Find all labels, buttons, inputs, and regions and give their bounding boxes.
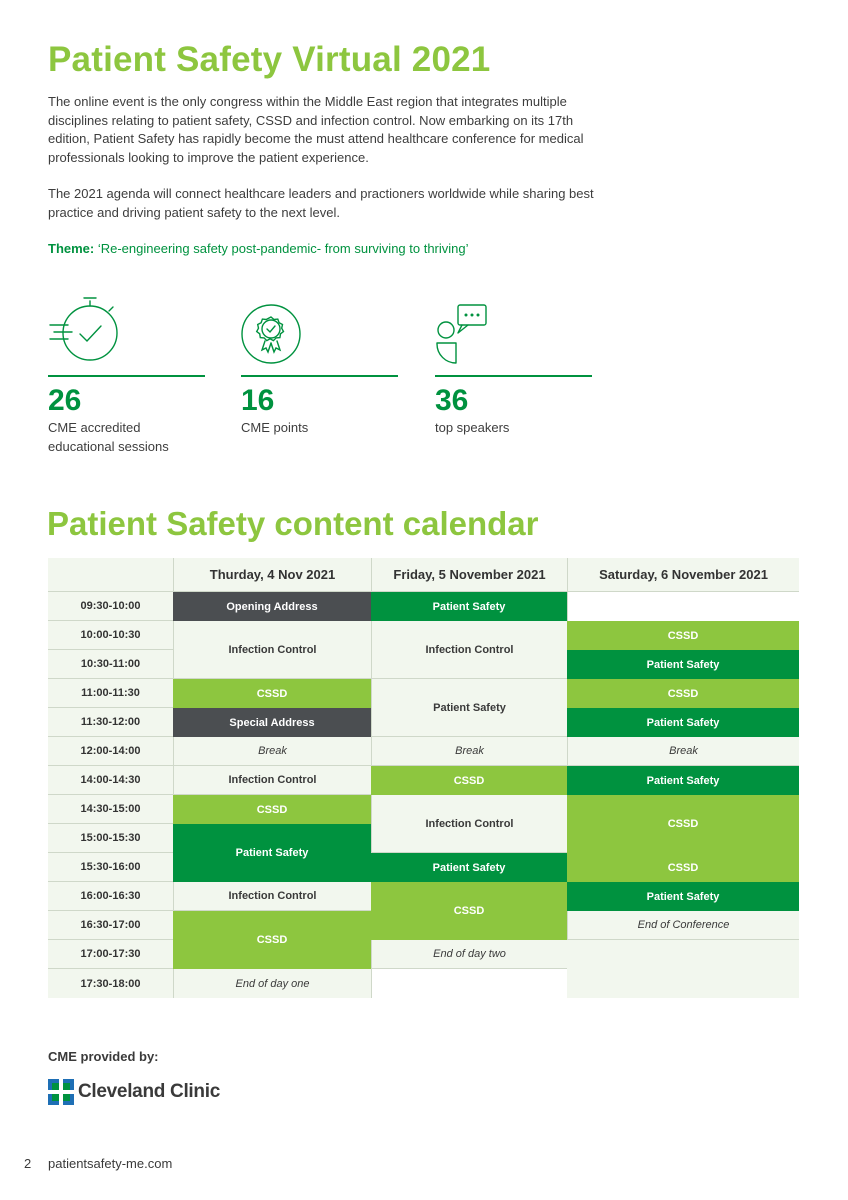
session-patient-safety: Patient Safety bbox=[567, 766, 799, 795]
time-slot: 14:30-15:00 bbox=[48, 795, 173, 824]
time-slot: 14:00-14:30 bbox=[48, 766, 173, 795]
session-break: Break bbox=[173, 737, 371, 766]
session-patient-safety: Patient Safety bbox=[567, 882, 799, 911]
stat-label: top speakers bbox=[435, 420, 510, 435]
stat-number: 16 bbox=[241, 384, 275, 417]
session-infection-control: Infection Control bbox=[173, 766, 371, 795]
session-infection-control: Infection Control bbox=[173, 621, 371, 679]
page-title: Patient Safety Virtual 2021 bbox=[48, 40, 491, 79]
page-number: 2 bbox=[24, 1156, 32, 1171]
day-header-friday: Friday, 5 November 2021 bbox=[371, 558, 567, 592]
session-end-of-conference: End of Conference bbox=[567, 911, 799, 940]
session-patient-safety: Patient Safety bbox=[567, 708, 799, 737]
session-cssd: CSSD bbox=[567, 621, 799, 650]
session-infection-control: Infection Control bbox=[173, 882, 371, 911]
session-cssd: CSSD bbox=[567, 795, 799, 853]
stopwatch-check-icon bbox=[48, 293, 120, 365]
day-header-thursday: Thurday, 4 Nov 2021 bbox=[173, 558, 371, 592]
theme-label: Theme: bbox=[48, 241, 95, 256]
theme-text: ‘Re-engineering safety post-pandemic- from surviving to thriving’ bbox=[94, 241, 469, 256]
intro-paragraph-2: The 2021 agenda will connect healthcare leaders and practioners worldwide while sharing best practice and driving patient safety to the next level. bbox=[48, 186, 594, 220]
stat-divider bbox=[241, 375, 398, 377]
session-opening-address: Opening Address bbox=[173, 592, 371, 621]
time-slot: 11:00-11:30 bbox=[48, 679, 173, 708]
footer-url[interactable]: patientsafety-me.com bbox=[48, 1156, 173, 1171]
session-break: Break bbox=[371, 737, 567, 766]
cme-provider-name: Cleveland Clinic bbox=[78, 1081, 220, 1102]
session-cssd: CSSD bbox=[567, 853, 799, 882]
session-end-of-day-one: End of day one bbox=[173, 969, 371, 998]
empty-cell bbox=[371, 969, 567, 998]
time-slot: 09:30-10:00 bbox=[48, 592, 173, 621]
intro-paragraph-1: The online event is the only congress within the Middle East region that integrates multiple disciplines relating to patient safety, CSSD and infection control. Now embarking on its 17th edition, Patient Safety has rapidly become the must attend healthcare conference for medical professionals looking to improve the patient experience. bbox=[48, 94, 584, 165]
session-cssd: CSSD bbox=[567, 679, 799, 708]
day-header-saturday: Saturday, 6 November 2021 bbox=[567, 558, 799, 592]
session-patient-safety: Patient Safety bbox=[371, 592, 567, 621]
table-corner bbox=[48, 558, 173, 592]
session-patient-safety: Patient Safety bbox=[371, 679, 567, 737]
time-slot: 10:30-11:00 bbox=[48, 650, 173, 679]
stat-divider bbox=[48, 375, 205, 377]
stat-label: CME accredited educational sessions bbox=[48, 420, 169, 454]
session-cssd: CSSD bbox=[173, 795, 371, 824]
theme-line bbox=[48, 241, 469, 256]
stat-number: 26 bbox=[48, 384, 82, 417]
session-end-of-day-two: End of day two bbox=[371, 940, 567, 969]
session-break: Break bbox=[567, 737, 799, 766]
session-patient-safety: Patient Safety bbox=[173, 824, 371, 882]
time-slot: 12:00-14:00 bbox=[48, 737, 173, 766]
time-slot: 11:30-12:00 bbox=[48, 708, 173, 737]
time-slot: 16:30-17:00 bbox=[48, 911, 173, 940]
session-cssd: CSSD bbox=[371, 882, 567, 940]
session-infection-control: Infection Control bbox=[371, 795, 567, 853]
time-slot: 15:00-15:30 bbox=[48, 824, 173, 853]
calendar-title: Patient Safety content calendar bbox=[47, 505, 539, 542]
session-infection-control: Infection Control bbox=[371, 621, 567, 679]
time-slot: 15:30-16:00 bbox=[48, 853, 173, 882]
stat-label: CME points bbox=[241, 420, 309, 435]
session-patient-safety: Patient Safety bbox=[371, 853, 567, 882]
time-slot: 16:00-16:30 bbox=[48, 882, 173, 911]
speaker-chat-icon bbox=[434, 303, 494, 365]
content-calendar-table bbox=[48, 558, 799, 998]
award-badge-icon bbox=[240, 303, 302, 365]
stat-number: 36 bbox=[435, 384, 469, 417]
cleveland-clinic-logo-icon bbox=[48, 1079, 74, 1105]
session-cssd: CSSD bbox=[173, 911, 371, 969]
stat-divider bbox=[435, 375, 592, 377]
cme-label: CME provided by: bbox=[48, 1049, 159, 1064]
session-cssd: CSSD bbox=[173, 679, 371, 708]
time-slot: 17:30-18:00 bbox=[48, 969, 173, 998]
empty-cell bbox=[567, 592, 799, 621]
session-special-address: Special Address bbox=[173, 708, 371, 737]
session-cssd: CSSD bbox=[371, 766, 567, 795]
time-slot: 17:00-17:30 bbox=[48, 940, 173, 969]
time-slot: 10:00-10:30 bbox=[48, 621, 173, 650]
session-patient-safety: Patient Safety bbox=[567, 650, 799, 679]
